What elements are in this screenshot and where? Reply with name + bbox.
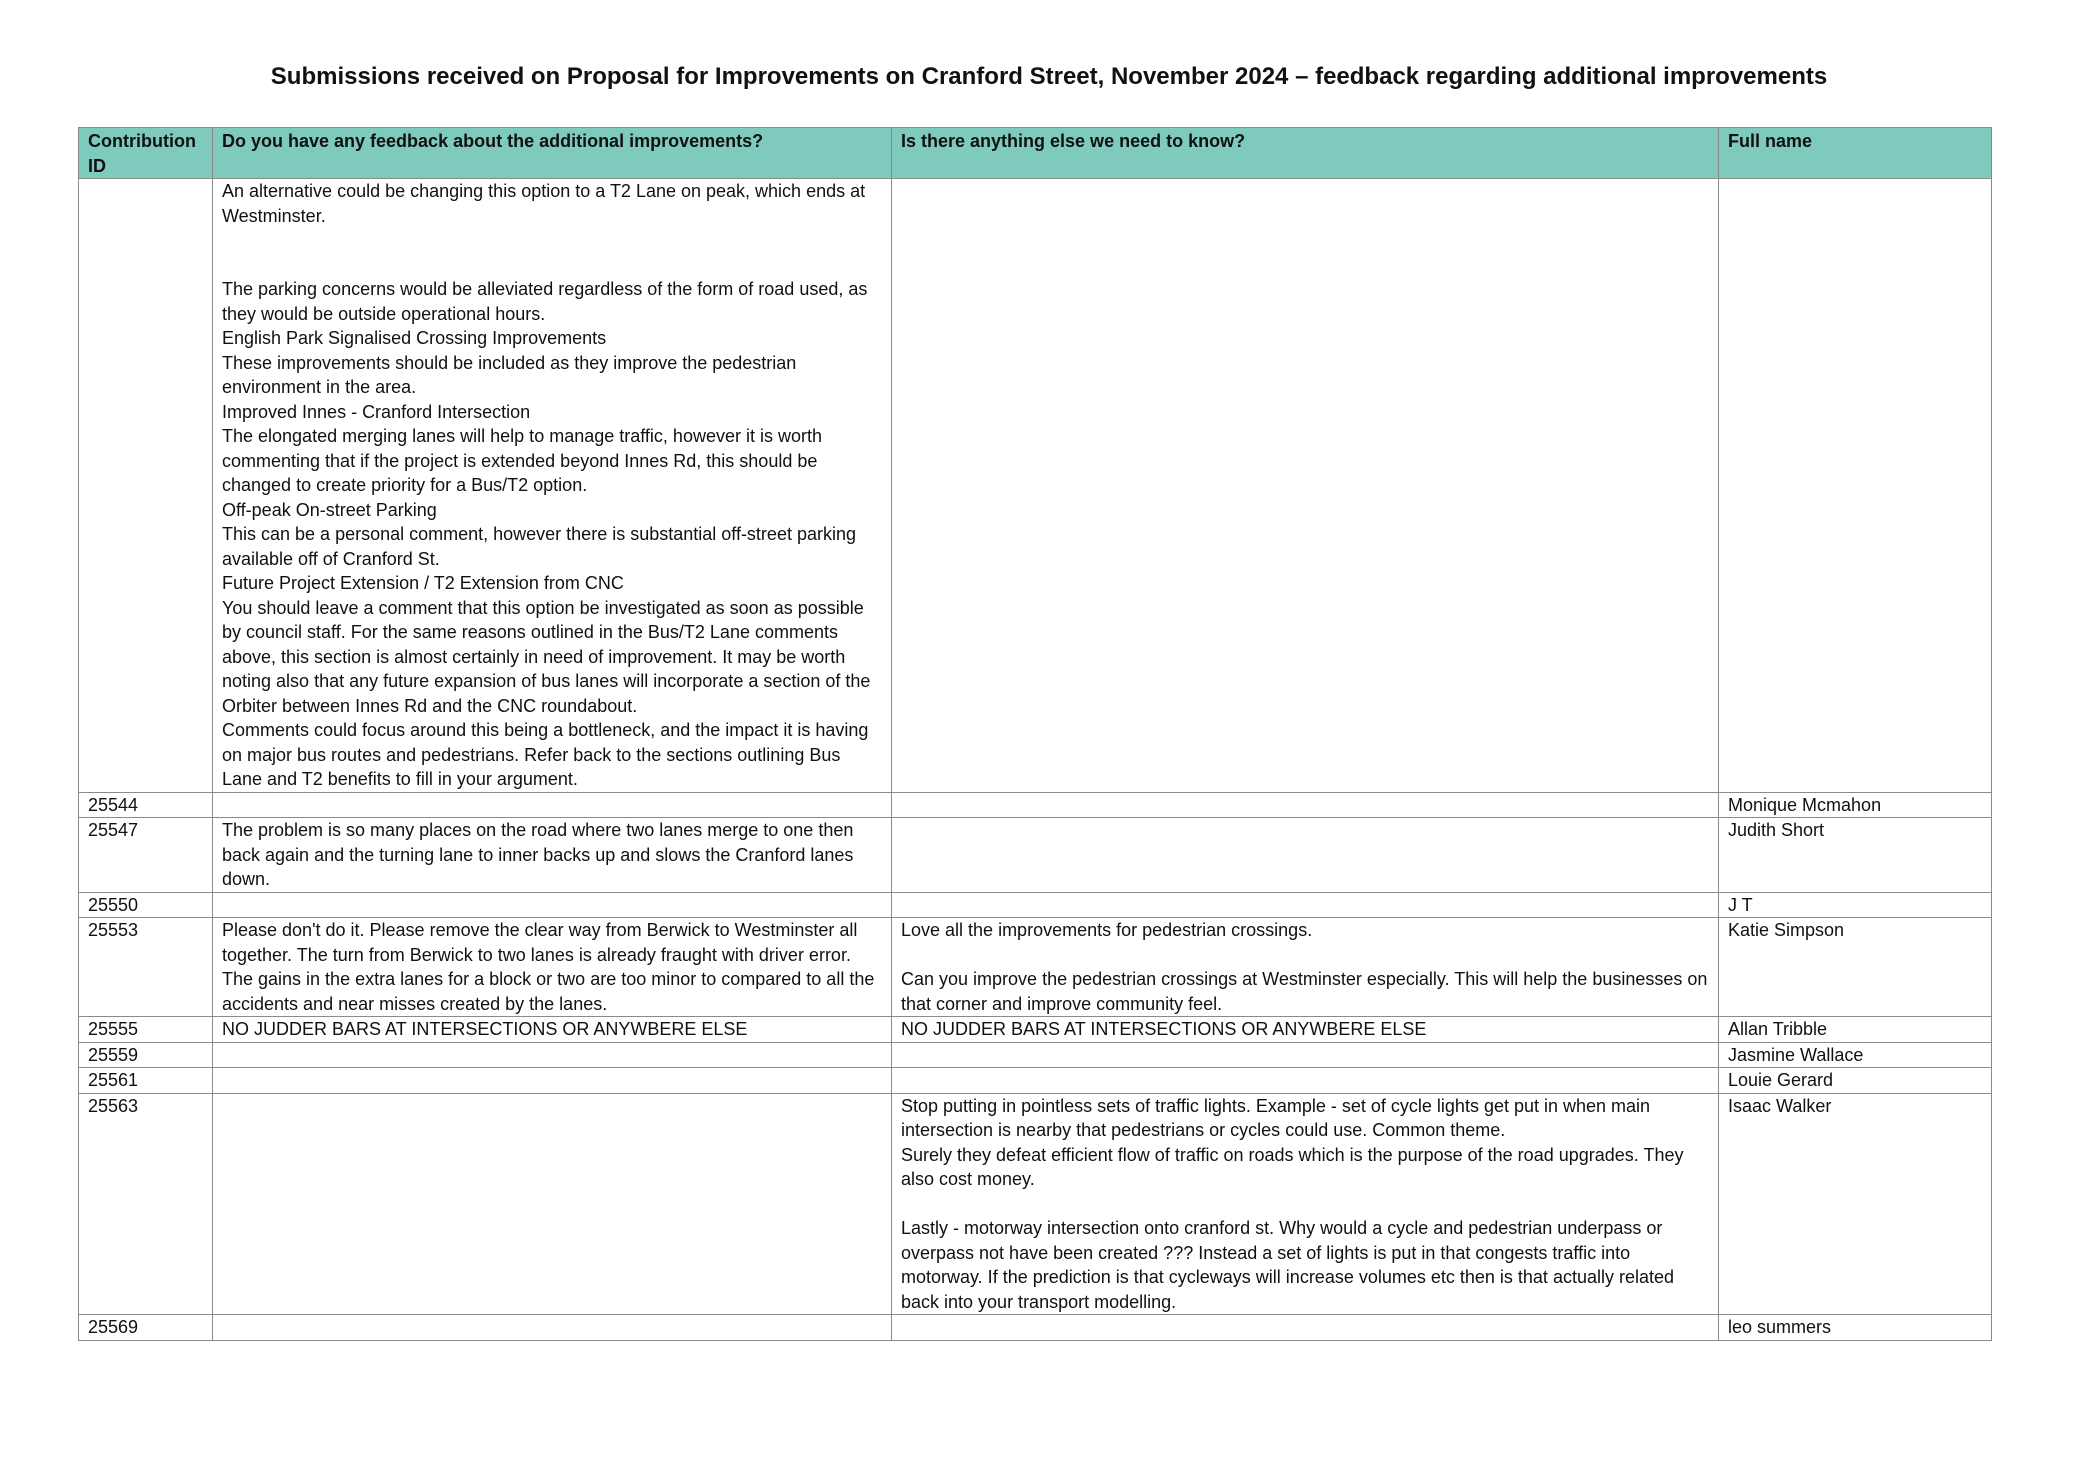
cell-anything-else <box>892 1017 1719 1043</box>
cell-full-name <box>1719 918 1992 1017</box>
anything-else-text: Stop putting in pointless sets of traffic lights. Example - set of cycle lights get put in when main intersection is nearby that pedestrians or cycles could use. Common theme. Surely they defeat efficient flow of traffic on roads which is the purpose of the road upgrades. They also cost money. Lastly - motorway intersection onto cranford st. Why would a cycle and pedestrian underpass or overpass not have been created ??? Instead a set of lights is put in that congests traffic into motorway. If the prediction is that cycleways will increase volumes etc then is that actually related back into your transport modelling. <box>901 1095 1684 1312</box>
cell-full-name <box>1719 892 1992 918</box>
cell-contribution-id <box>79 1093 213 1315</box>
cell-full-name <box>1719 1315 1992 1341</box>
cell-feedback <box>213 892 892 918</box>
cell-anything-else <box>892 818 1719 893</box>
contribution-id: 25559 <box>88 1044 139 1065</box>
cell-anything-else <box>892 1315 1719 1341</box>
full-name: Monique Mcmahon <box>1728 794 1882 815</box>
full-name: Judith Short <box>1728 820 1825 840</box>
cell-full-name <box>1719 1068 1992 1094</box>
cell-anything-else <box>892 179 1719 793</box>
header-anything-else: Is there anything else we need to know? <box>892 128 1719 179</box>
header-contribution-id: Contribution ID <box>79 128 213 179</box>
table-row <box>79 1068 1992 1094</box>
cell-feedback <box>213 1068 892 1094</box>
table-row <box>79 1315 1992 1341</box>
full-name: Allan Tribble <box>1728 1019 1828 1039</box>
feedback-text: NO JUDDER BARS AT INTERSECTIONS OR ANYWBERE ELSE <box>222 1019 748 1039</box>
table-row <box>79 892 1992 918</box>
feedback-text: The problem is so many places on the road where two lanes merge to one then back again and the turning lane to inner backs up and slows the Cranford lanes down. <box>222 820 854 889</box>
cell-feedback <box>213 179 892 793</box>
cell-contribution-id <box>79 1017 213 1043</box>
cell-contribution-id <box>79 892 213 918</box>
cell-contribution-id <box>79 818 213 893</box>
table-row <box>79 818 1992 893</box>
contribution-id: 25563 <box>88 1095 139 1116</box>
cell-full-name <box>1719 1017 1992 1043</box>
anything-else-text: Love all the improvements for pedestrian crossings. Can you improve the pedestrian crossings at Westminster especially. This will help the businesses on that corner and improve community feel. <box>901 920 1708 1014</box>
contribution-id: 25550 <box>88 894 139 915</box>
contribution-id: 25561 <box>88 1070 139 1090</box>
table-row <box>79 918 1992 1017</box>
submissions-table <box>78 127 1992 1341</box>
cell-contribution-id <box>79 1068 213 1094</box>
cell-feedback <box>213 918 892 1017</box>
cell-contribution-id <box>79 1315 213 1341</box>
cell-feedback <box>213 1042 892 1068</box>
header-full-name: Full name <box>1719 128 1992 179</box>
full-name: J T <box>1728 894 1753 915</box>
cell-anything-else <box>892 918 1719 1017</box>
full-name: Isaac Walker <box>1728 1095 1832 1116</box>
cell-feedback <box>213 1017 892 1043</box>
cell-feedback <box>213 1093 892 1315</box>
cell-full-name <box>1719 179 1992 793</box>
contribution-id: 25544 <box>88 794 139 815</box>
cell-anything-else <box>892 1093 1719 1315</box>
anything-else-text: NO JUDDER BARS AT INTERSECTIONS OR ANYWBERE ELSE <box>901 1019 1427 1039</box>
table-row <box>79 1093 1992 1315</box>
cell-contribution-id <box>79 918 213 1017</box>
full-name: leo summers <box>1728 1317 1832 1337</box>
contribution-id: 25555 <box>88 1019 139 1039</box>
contribution-id: 25553 <box>88 920 139 940</box>
cell-full-name <box>1719 1042 1992 1068</box>
table-row <box>79 1042 1992 1068</box>
cell-contribution-id <box>79 1042 213 1068</box>
cell-feedback <box>213 792 892 818</box>
cell-full-name <box>1719 792 1992 818</box>
feedback-text: Please don't do it. Please remove the clear way from Berwick to Westminster all together. The turn from Berwick to two lanes is already fraught with driver error. The gains in the extra lanes for a block or two are too minor to compared to all the accidents and near misses created by the lanes. <box>222 920 875 1014</box>
header-feedback: Do you have any feedback about the additional improvements? <box>213 128 892 179</box>
cell-anything-else <box>892 892 1719 918</box>
full-name: Jasmine Wallace <box>1728 1044 1864 1065</box>
contribution-id: 25569 <box>88 1317 139 1337</box>
table-header-row <box>79 128 1992 179</box>
table-row <box>79 179 1992 793</box>
cell-anything-else <box>892 1042 1719 1068</box>
table-row <box>79 792 1992 818</box>
cell-contribution-id <box>79 179 213 793</box>
page-title: Submissions received on Proposal for Improvements on Cranford Street, November 2024 – feedback regarding additional improvements <box>270 63 1828 90</box>
cell-full-name <box>1719 1093 1992 1315</box>
full-name: Louie Gerard <box>1728 1070 1834 1090</box>
cell-full-name <box>1719 818 1992 893</box>
cell-anything-else <box>892 1068 1719 1094</box>
table-row <box>79 1017 1992 1043</box>
cell-feedback <box>213 818 892 893</box>
cell-feedback <box>213 1315 892 1341</box>
cell-anything-else <box>892 792 1719 818</box>
cell-contribution-id <box>79 792 213 818</box>
contribution-id: 25547 <box>88 820 139 840</box>
feedback-text: An alternative could be changing this option to a T2 Lane on peak, which ends at Westminster. The parking concerns would be alleviated regardless of the form of road used, as they would be outside operational hours. English Park Signalised Crossing Improvements These improvements should be included as they improve the pedestrian environment in the area. Improved Innes - Cranford Intersection The elongated merging lanes will help to manage traffic, however it is worth commenting that if the project is extended beyond Innes Rd, this should be changed to create priority for a Bus/T2 option. Off-peak On-street Parking This can be a personal comment, however there is substantial off-street parking available off of Cranford St. Future Project Extension / T2 Extension from CNC You should leave a comment that this option be investigated as soon as possible by council staff. For the same reasons outlined in the Bus/T2 Lane comments above, this section is almost certainly in need of improvement. It may be worth noting also that any future expansion of bus lanes will incorporate a section of the Orbiter between Innes Rd and the CNC roundabout. Comments could focus around this being a bottleneck, and the impact it is having on major bus routes and pedestrians. Refer back to the sections outlining Bus Lane and T2 benefits to fill in your argument. <box>222 181 871 789</box>
full-name: Katie Simpson <box>1728 920 1845 940</box>
